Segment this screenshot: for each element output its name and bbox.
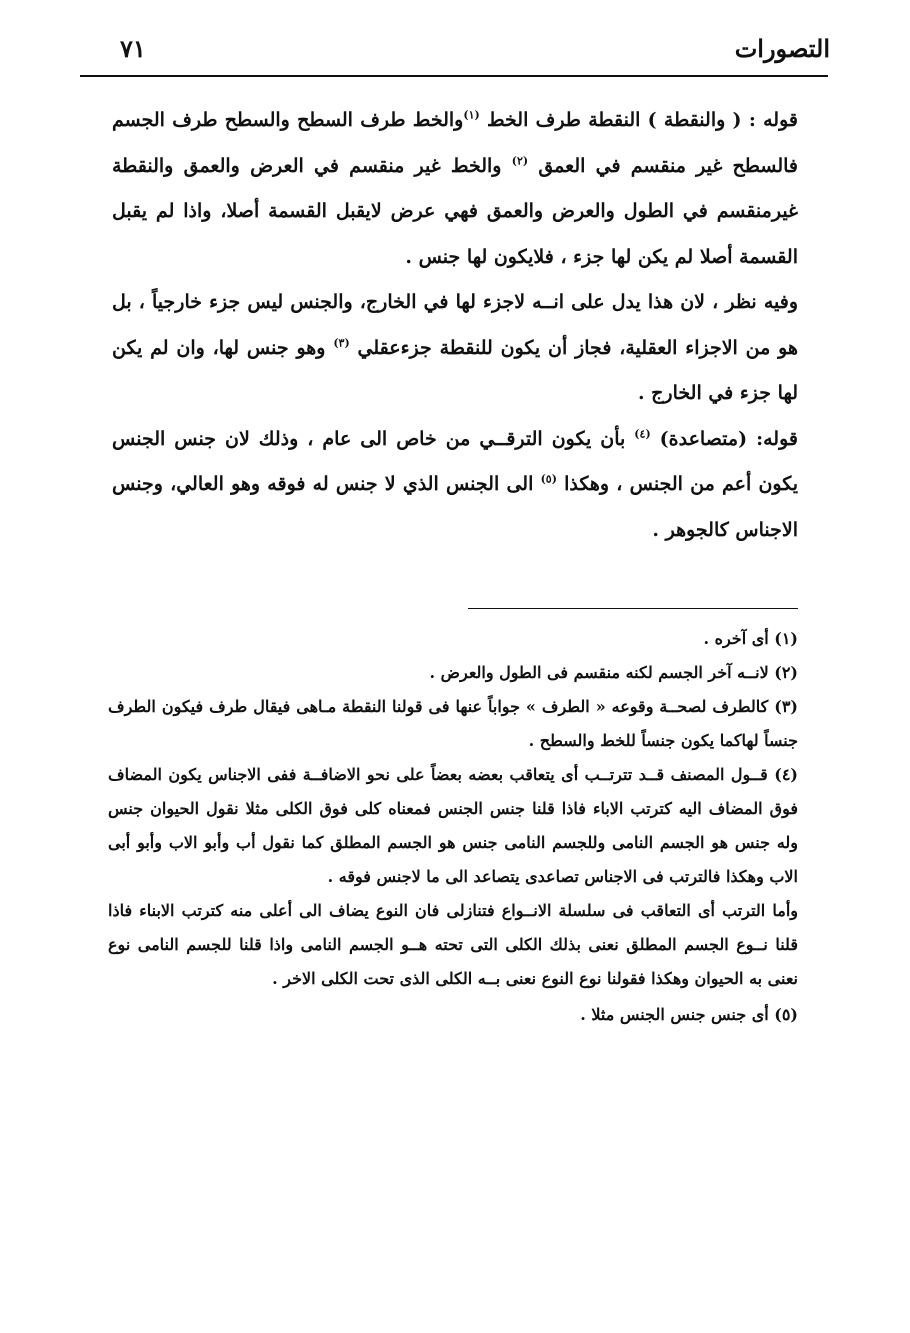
page-header [80,30,830,70]
footnote-ref-1: (١) [463,108,480,122]
footnote-1: (١) أى آخره . [703,629,798,648]
footnotes [108,622,798,1032]
footnote-4: (٤) قــول المصنف قــد تترتــب أى يتعاقب بعضه بعضاً على نحو الاضافــة ففى الاجناس يكون المضاف فوق المضاف اليه كترتب الاباء فاذا قلنا جنس الجنس فمعناه كلى فوق الكلى مثلا نقول الحيوان جنس وله جنس هو الجسم النامى وللجسم النامى جنس هو الجسم المطلق كما نقول أب وأبو الاب وأبو أبى الاب وهكذا فالترتب فى الاجناس تصاعدى يتصاعد الى ما لاجنس فوقه . [108,765,798,886]
footnote-ref-5: (٥) [540,472,557,486]
paragraph-3-text-3: الى الجنس الذي لا جنس له فوقه وهو العالي، وجنس الاجناس كالجوهر . [112,473,798,541]
running-title: التصورات [734,34,830,63]
footnote-rule [468,608,798,609]
paragraph-3-text: (متصاعدة) [650,427,757,450]
footnote-ref-4: (٤) [634,427,651,441]
main-text [112,98,798,553]
paragraph-2 [112,280,798,417]
paragraph-1-text: ( والنقطة ) النقطة طرف الخط [479,109,742,131]
header-rule [80,75,828,77]
paragraph-3 [112,417,798,554]
paragraph-1-text-2: والخط طرف السطح والسطح طرف الجسم فالسطح غير منقسم في العمق [112,109,798,177]
page-number: ٧١ [120,34,146,63]
footnote-4-continued: وأما الترتب أى التعاقب فى سلسلة الانــواع فتنازلى فان النوع يضاف الى أعلى منه كترتب الابناء فاذا قلنا نــوع الجسم المطلق نعنى بذلك الكلى التى تحته هــو الجسم النامى واذا قلنا للجسم النامى نوع نعنى به الحيوان وهكذا فقولنا نوع النوع نعنى بــه الكلى الذى تحت الكلى الاخر . [108,901,798,988]
paragraph-3-text-2: بأن يكون الترقــي من خاص الى عام ، وذلك لان جنس الجنس يكون أعم من الجنس ، وهكذا [112,427,798,495]
paragraph-1 [112,98,798,280]
paragraph-2-text: وفيه نظر ، لان هذا يدل على انــه لاجزء لها في الخارج، والجنس ليس جزء خارجياً ، بل هو من الاجزاء العقلية، فجاز أن يكون للنقطة جزءعقلي [112,291,798,359]
paragraph-2-text-2: وهو جنس لها، وان لم يكن لها جزء في الخارج . [112,336,798,404]
footnote-2: (٢) لانــه آخر الجسم لكنه منقسم فى الطول والعرض . [429,663,798,682]
paragraph-3-lead: قوله: [756,427,798,450]
paragraph-1-text-3: والخط غير منقسم في العرض والعمق والنقطة غيرمنقسم في الطول والعرض والعمق فهي عرض لايقبل القسمة أصلا، واذا لم يقبل القسمة أصلا لم يكن لها جزء ، فلايكون لها جنس . [112,154,798,268]
footnote-ref-2: (٢) [511,154,529,168]
footnote-ref-3: (٣) [333,336,350,350]
paragraph-1-lead: قوله : [748,109,798,131]
footnote-5: (٥) أى جنس جنس الجنس مثلا . [580,1005,798,1024]
footnote-3: (٣) كالطرف لصحــة وقوعه « الطرف » جواباً عنها فى قولنا النقطة مـاهى فيقال طرف فيكون الطرف جنساً لهاكما يكون جنساً للخط والسطح . [108,697,798,750]
